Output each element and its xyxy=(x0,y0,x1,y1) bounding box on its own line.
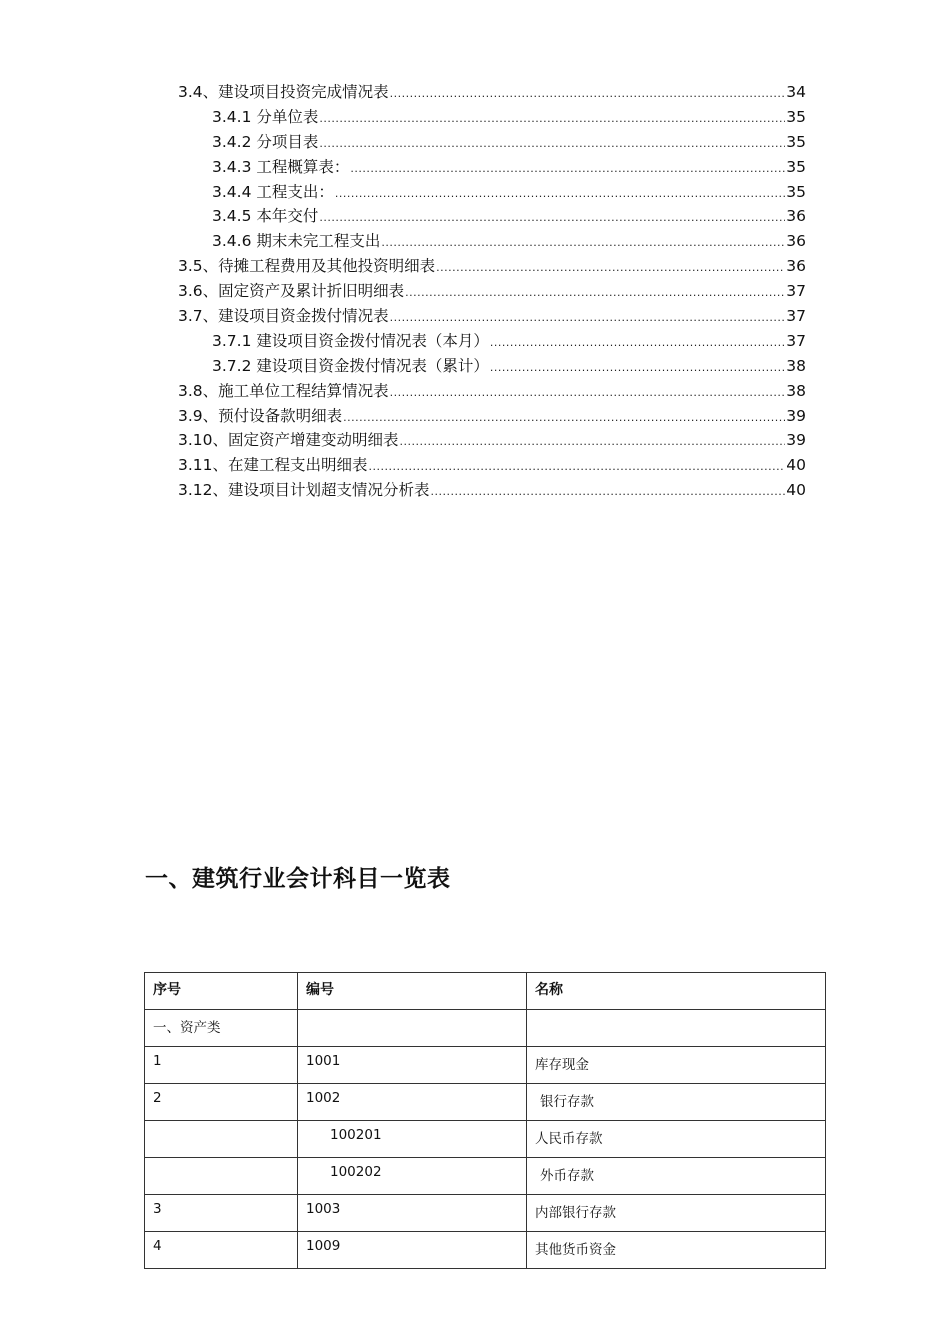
cell-seq: 4 xyxy=(145,1232,298,1269)
toc-entry-label: 3.7、建设项目资金拨付情况表 xyxy=(178,307,389,326)
toc-page-number: 35 xyxy=(786,132,806,151)
table-header-row xyxy=(145,973,826,1010)
cell-code: 1002 xyxy=(298,1084,527,1121)
cell-seq: 3 xyxy=(145,1195,298,1232)
toc-entry[interactable] xyxy=(178,105,806,130)
toc-entry-label: 3.7.2 建设项目资金拨付情况表（累计） xyxy=(212,356,489,375)
toc-page-number: 35 xyxy=(786,182,806,201)
toc-page-number: 38 xyxy=(786,356,806,375)
header-name: 名称 xyxy=(527,973,826,1010)
toc-entry-label: 3.4.5 本年交付 xyxy=(212,207,319,226)
toc-entry[interactable] xyxy=(178,80,806,105)
header-seq: 序号 xyxy=(145,973,298,1010)
cell-code: 100201 xyxy=(298,1121,527,1158)
cell-code: 100202 xyxy=(298,1158,527,1195)
toc-leader-dots xyxy=(431,480,786,505)
toc-entry-label: 3.4.3 工程概算表： xyxy=(212,157,350,176)
cell-code: 1001 xyxy=(298,1047,527,1084)
toc-page-number: 35 xyxy=(786,157,806,176)
toc-page-number: 36 xyxy=(786,232,806,251)
toc-page-number: 37 xyxy=(786,282,806,301)
toc-page-number: 39 xyxy=(786,406,806,425)
cell-name: 外币存款 xyxy=(527,1158,826,1195)
cell-name: 银行存款 xyxy=(527,1084,826,1121)
cell-seq: 一、资产类 xyxy=(145,1010,298,1047)
toc-leader-dots xyxy=(390,306,786,331)
toc-leader-dots xyxy=(400,430,786,455)
toc-entry[interactable] xyxy=(178,155,806,180)
toc-entry-label: 3.6、固定资产及累计折旧明细表 xyxy=(178,282,405,301)
cell-name: 内部银行存款 xyxy=(527,1195,826,1232)
section-heading: 一、建筑行业会计科目一览表 xyxy=(145,866,451,892)
toc-entry-label: 3.4.2 分项目表 xyxy=(212,132,319,151)
toc-page-number: 39 xyxy=(786,431,806,450)
toc-entry-label: 3.10、固定资产增建变动明细表 xyxy=(178,431,399,450)
toc-leader-dots xyxy=(390,381,786,406)
toc-leader-dots xyxy=(335,182,785,207)
toc-leader-dots xyxy=(343,406,785,431)
toc-entry[interactable] xyxy=(178,229,806,254)
toc-leader-dots xyxy=(381,231,785,256)
cell-name: 人民币存款 xyxy=(527,1121,826,1158)
toc-leader-dots xyxy=(369,455,786,480)
toc-leader-dots xyxy=(405,281,785,306)
toc-leader-dots xyxy=(319,107,785,132)
cell-seq: 2 xyxy=(145,1084,298,1121)
toc-entry-label: 3.8、施工单位工程结算情况表 xyxy=(178,381,389,400)
toc-entry-label: 3.7.1 建设项目资金拨付情况表（本月） xyxy=(212,331,489,350)
toc-entry[interactable] xyxy=(178,404,806,429)
toc-leader-dots xyxy=(390,82,786,107)
cell-code xyxy=(298,1010,527,1047)
toc-page-number: 38 xyxy=(786,381,806,400)
toc-entry[interactable] xyxy=(178,478,806,503)
toc-entry[interactable] xyxy=(178,354,806,379)
cell-seq: 1 xyxy=(145,1047,298,1084)
table-row xyxy=(145,1158,826,1195)
cell-name: 其他货币资金 xyxy=(527,1232,826,1269)
toc-leader-dots xyxy=(436,256,785,281)
toc-page-number: 40 xyxy=(786,456,806,475)
toc-entry-label: 3.11、在建工程支出明细表 xyxy=(178,456,368,475)
toc-entry[interactable] xyxy=(178,453,806,478)
toc-leader-dots xyxy=(319,132,785,157)
toc-entry-label: 3.9、预付设备款明细表 xyxy=(178,406,343,425)
toc-entry[interactable] xyxy=(178,130,806,155)
table-row xyxy=(145,1195,826,1232)
toc-page-number: 37 xyxy=(786,307,806,326)
toc-leader-dots xyxy=(490,356,785,381)
toc-entry[interactable] xyxy=(178,204,806,229)
table-row xyxy=(145,1084,826,1121)
toc-page-number: 40 xyxy=(786,481,806,500)
toc-page-number: 34 xyxy=(786,83,806,101)
toc-entry-label: 3.5、待摊工程费用及其他投资明细表 xyxy=(178,257,436,276)
toc-page-number: 36 xyxy=(786,207,806,226)
table-row xyxy=(145,1010,826,1047)
toc-entry-label: 3.4.1 分单位表 xyxy=(212,107,319,126)
toc-leader-dots xyxy=(319,206,785,231)
header-code: 编号 xyxy=(298,973,527,1010)
cell-code: 1009 xyxy=(298,1232,527,1269)
toc-page-number: 37 xyxy=(786,331,806,350)
cell-name: 库存现金 xyxy=(527,1047,826,1084)
toc-entry[interactable] xyxy=(178,379,806,404)
toc-entry[interactable] xyxy=(178,279,806,304)
toc-entry-label: 3.4.4 工程支出： xyxy=(212,182,334,201)
toc-entry[interactable] xyxy=(178,428,806,453)
toc-page-number: 36 xyxy=(786,257,806,276)
cell-seq xyxy=(145,1121,298,1158)
toc-entry-label: 3.12、建设项目计划超支情况分析表 xyxy=(178,481,430,500)
toc-leader-dots xyxy=(350,157,785,182)
table-row xyxy=(145,1232,826,1269)
cell-code: 1003 xyxy=(298,1195,527,1232)
toc-page-number: 35 xyxy=(786,107,806,126)
toc-entry-label: 3.4、建设项目投资完成情况表 xyxy=(178,83,389,101)
table-row xyxy=(145,1047,826,1084)
cell-name xyxy=(527,1010,826,1047)
toc-entry[interactable] xyxy=(178,254,806,279)
accounts-table xyxy=(144,972,826,1269)
toc-entry[interactable] xyxy=(178,329,806,354)
cell-seq xyxy=(145,1158,298,1195)
toc-leader-dots xyxy=(490,331,785,356)
toc-entry-label: 3.4.6 期末未完工程支出 xyxy=(212,232,381,251)
toc-entry[interactable] xyxy=(178,180,806,205)
table-row xyxy=(145,1121,826,1158)
toc-entry[interactable] xyxy=(178,304,806,329)
table-of-contents xyxy=(178,80,806,503)
